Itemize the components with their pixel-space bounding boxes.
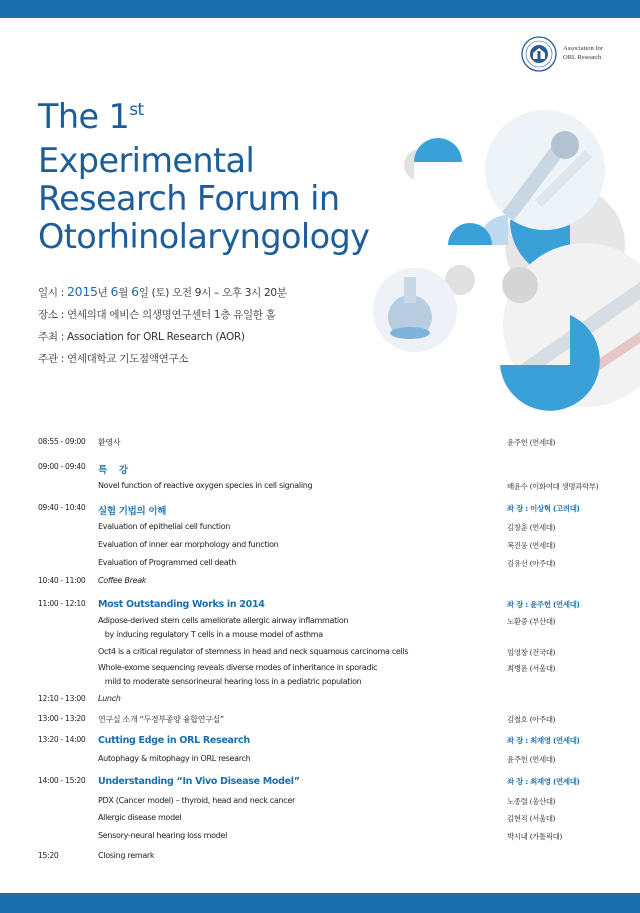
row-time: 15:20 xyxy=(38,851,59,860)
row-desc: 환영사 xyxy=(98,438,121,447)
row-desc: 연구실 소개 “두경부종양 융합연구실” xyxy=(98,715,224,724)
date-month: 6 xyxy=(110,284,119,299)
row-desc: Adipose-derived stem cells ameliorate allergic airway inflammation xyxy=(98,616,349,625)
row-desc: Evaluation of Programmed cell death xyxy=(98,558,237,567)
row-speaker: 노환중 (부산대) xyxy=(507,617,556,626)
section-title: Most Outstanding Works in 2014 xyxy=(98,599,265,610)
section-title: 특 강 xyxy=(98,465,128,476)
row-speaker: 임영창 (건국대) xyxy=(507,648,556,657)
info-date xyxy=(38,284,287,300)
date-year: 2015 xyxy=(67,284,98,299)
row-desc: Allergic disease model xyxy=(98,813,182,822)
session-chair: 좌 장 : 윤주헌 (연세대) xyxy=(507,600,580,609)
row-desc: Coffee Break xyxy=(98,576,147,585)
row-desc: Oct4 is a critical regulator of stemness in head and neck squamous carcinoma cells xyxy=(98,647,409,656)
row-desc: Autophagy & mitophagy in ORL research xyxy=(98,754,251,763)
row-speaker: 김유선 (아주대) xyxy=(507,559,556,568)
org-name xyxy=(563,44,633,62)
session-chair: 좌 장 : 최재영 (연세대) xyxy=(507,777,580,786)
row-desc: PDX (Cancer model) – thyroid, head and neck cancer xyxy=(98,796,295,805)
row-speaker: 노종렬 (울산대) xyxy=(507,797,556,806)
title-line-1-text: The 1 xyxy=(38,97,130,136)
row-time: 08:55 - 09:00 xyxy=(38,437,86,446)
date-label: 일시 : xyxy=(38,287,64,299)
title-line-2: Experimental xyxy=(38,141,255,180)
row-desc: Evaluation of epithelial cell function xyxy=(98,522,231,531)
row-time: 14:00 - 15:20 xyxy=(38,776,86,785)
info-place: 장소 : 연세의대 에비슨 의생명연구센터 1층 유일한 홀 xyxy=(38,309,276,321)
title-line-4: Otorhinolaryngology xyxy=(38,217,370,256)
date-year-unit: 년 xyxy=(97,287,108,299)
info-organizer: 주관 : 연세대학교 기도점액연구소 xyxy=(38,353,189,365)
title-line-3: Research Forum in xyxy=(38,179,340,218)
row-speaker: 김철호 (아주대) xyxy=(507,715,556,724)
row-time: 13:00 - 13:20 xyxy=(38,714,86,723)
row-desc: Whole-exome sequencing reveals diverse modes of inheritance in sporadic xyxy=(98,663,378,672)
session-chair: 좌 장 : 이상혁 (고려대) xyxy=(507,504,580,513)
title-line-1 xyxy=(38,98,369,142)
row-desc: Lunch xyxy=(98,694,121,703)
org-name-line2: ORL Research xyxy=(563,54,602,61)
row-desc: mild to moderate sensorineural hearing loss in a pediatric population xyxy=(98,677,362,686)
org-seal-icon xyxy=(521,36,557,72)
section-title: Cutting Edge in ORL Research xyxy=(98,735,250,746)
row-speaker: 복진웅 (연세대) xyxy=(507,541,556,550)
date-rest: 일 (토) 오전 9시 – 오후 3시 20분 xyxy=(138,287,287,299)
row-time: 09:00 - 09:40 xyxy=(38,462,86,471)
row-desc: Closing remark xyxy=(98,851,155,860)
row-speaker: 최병윤 (서울대) xyxy=(507,664,556,673)
row-time: 12:10 - 13:00 xyxy=(38,694,86,703)
row-time: 10:40 - 11:00 xyxy=(38,576,86,585)
date-month-unit: 월 xyxy=(118,287,129,299)
info-host: 주최 : Association for ORL Research (AOR) xyxy=(38,331,245,343)
section-title: Understanding “In Vivo Disease Model” xyxy=(98,776,300,787)
title-sup: st xyxy=(129,100,144,120)
row-speaker: 김현직 (서울대) xyxy=(507,814,556,823)
row-time: 13:20 - 14:00 xyxy=(38,735,86,744)
row-speaker: 윤주헌 (연세대) xyxy=(507,755,556,764)
session-chair: 좌 장 : 최재영 (연세대) xyxy=(507,736,580,745)
org-logo xyxy=(521,36,631,76)
row-desc: Evaluation of inner ear morphology and function xyxy=(98,540,279,549)
row-speaker: 김창훈 (연세대) xyxy=(507,523,556,532)
org-name-line1: Association for xyxy=(563,45,603,52)
row-speaker: 배윤수 (이화여대 생명과학부) xyxy=(507,482,599,491)
top-bar xyxy=(0,0,640,18)
row-speaker: 박시내 (가톨릭대) xyxy=(507,832,563,841)
row-time: 09:40 - 10:40 xyxy=(38,503,86,512)
section-title: 실험 기법의 이해 xyxy=(98,506,167,517)
decorative-lab-graphic xyxy=(360,95,640,425)
row-desc: Sensory-neural hearing loss model xyxy=(98,831,228,840)
row-desc: Novel function of reactive oxygen species in cell signaling xyxy=(98,481,313,490)
row-time: 11:00 - 12:10 xyxy=(38,599,86,608)
date-day: 6 xyxy=(131,284,139,299)
bottom-bar xyxy=(0,893,640,913)
row-speaker: 윤주헌 (연세대) xyxy=(507,438,556,447)
row-desc: by inducing regulatory T cells in a mouse model of asthma xyxy=(98,630,323,639)
forum-title xyxy=(38,98,369,256)
